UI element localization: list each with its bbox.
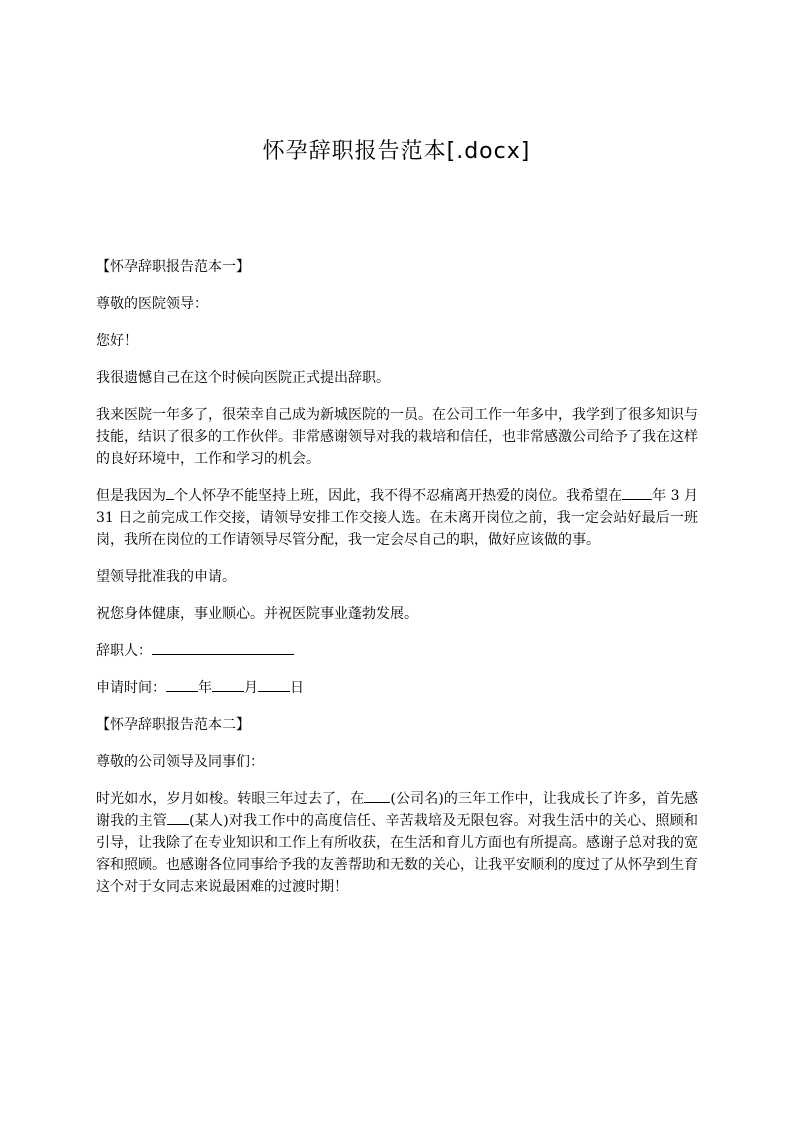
sample1-heading: 【怀孕辞职报告范本一】: [96, 259, 250, 275]
sample1-paragraph-4: 望领导批准我的申请。: [96, 569, 236, 585]
paragraph-3-part-a: 但是我因为: [96, 488, 167, 504]
sample2-paragraph-part-a: 时光如水，岁月如梭。转眼三年过去了，在: [96, 791, 365, 807]
sample2-paragraph-1: [96, 788, 698, 898]
resigner-line: [96, 640, 698, 662]
sample1-paragraph-2: 我来医院一年多了，很荣幸自己成为新城医院的一员。在公司工作一年多中，我学到了很多知识与技能，结识了很多的工作伙伴。非常感谢领导对我的栽培和信任，也非常感激公司给予了我在这样的良好环境中，工作和学习的机会。: [96, 407, 698, 467]
sample1-greeting: 您好！: [96, 333, 138, 349]
fill-blank-supervisor: [167, 810, 189, 825]
sample1-salutation: 尊敬的医院领导：: [96, 296, 208, 312]
fill-blank-reason: [166, 485, 174, 500]
sample1-paragraph-1: 我很遗憾自己在这个时候向医院正式提出辞职。: [96, 370, 390, 386]
year-label: 年: [198, 680, 212, 696]
sample1-paragraph-5: 祝您身体健康，事业顺心。并祝医院事业蓬勃发展。: [96, 606, 418, 622]
paragraph-3-part-b: 个人怀孕不能坚持上班，因此，我不得不忍痛离开热爱的岗位。我希望在: [174, 488, 623, 504]
date-month-blank: [212, 677, 244, 692]
application-date-line: [96, 677, 698, 699]
sample1-paragraph-3: [96, 485, 698, 551]
fill-blank-company: [364, 788, 390, 803]
sample2-salutation: 尊敬的公司领导及同事们：: [96, 754, 264, 770]
date-day-blank: [258, 677, 290, 692]
sample2-heading: 【怀孕辞职报告范本二】: [96, 717, 250, 733]
document-body: [96, 256, 698, 913]
date-year-blank: [166, 677, 198, 692]
sample2-paragraph-part-c: (某人)对我工作中的高度信任、辛苦栽培及无限包容。对我生活中的关心、照顾和引导，让我除了在专业知识和工作上有所收获，在生活和育儿方面也有所提高。感谢子总对我的宽容和照顾。也感谢各位同事给予我的友善帮助和无数的关心，让我平安顺利的度过了从怀孕到生育这个对于女同志来说最困难的过渡时期！: [96, 813, 699, 895]
resigner-signature-blank: [152, 640, 294, 655]
day-label: 日: [290, 680, 304, 696]
fill-blank-year: [622, 485, 652, 500]
paragraph-3-part-c: 年 3 月 31 日之前完成工作交接，请领导安排工作交接人选。在未离开岗位之前，我一定会站好最后一班岗，我所在岗位的工作请领导尽管分配，我一定会尽自己的职，做好应该做的事。: [96, 488, 699, 548]
document-title: 怀孕辞职报告范本[.docx]: [262, 139, 531, 164]
month-label: 月: [244, 680, 258, 696]
application-date-label: 申请时间：: [96, 680, 166, 696]
resigner-label: 辞职人：: [96, 643, 152, 659]
sample2-paragraph-part-b: (公司名)的三年工作中，让我成长了许多，首先感谢我的主管: [96, 791, 698, 829]
